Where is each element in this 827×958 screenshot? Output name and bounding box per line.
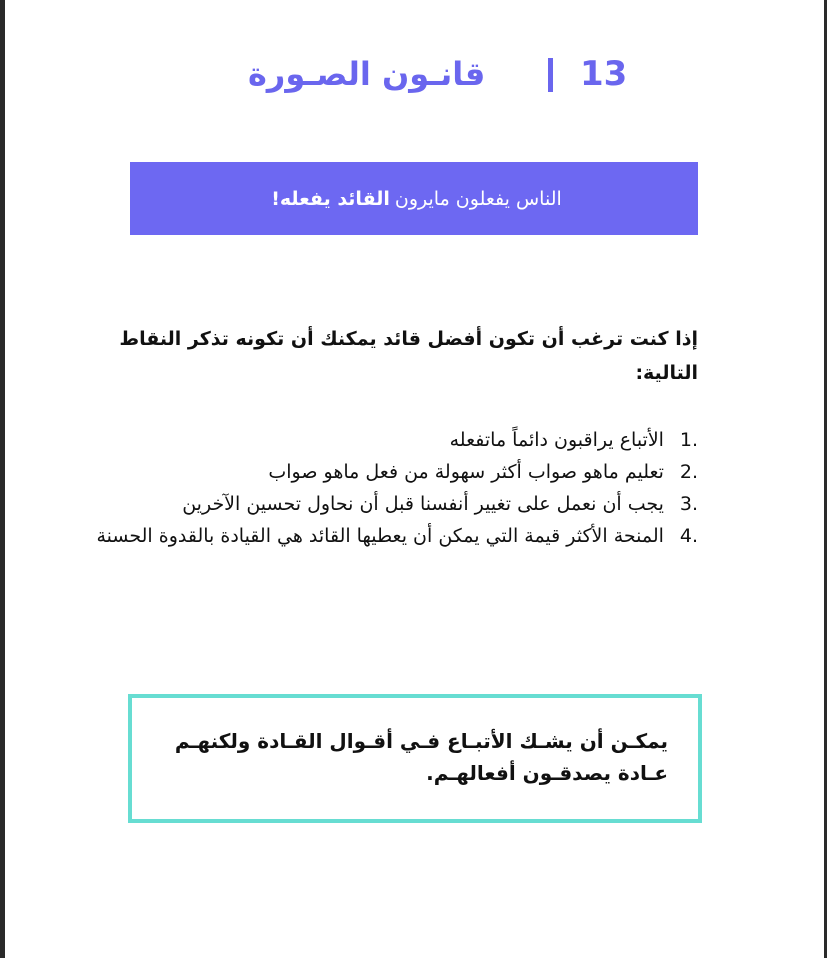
page-number: 13: [580, 54, 628, 94]
list-item-text: الأتباع يراقبون دائماً ماتفعله: [449, 429, 664, 451]
list-item-text: يجب أن نعمل على تغيير أنفسنا قبل أن نحاول تحسين الآخرين: [182, 493, 664, 515]
list-item-text: تعليم ماهو صواب أكثر سهولة من فعل ماهو صواب: [268, 461, 664, 483]
points-list: [90, 424, 698, 552]
lead-paragraph: إذا كنت ترغب أن تكون أفضل قائد يمكنك أن تكونه تذكر النقاط التالية:: [119, 328, 698, 384]
list-item-number: .2: [679, 461, 698, 483]
list-item: [90, 520, 698, 552]
list-item: [90, 424, 698, 456]
quote-box: [128, 694, 702, 823]
list-item-number: .3: [679, 493, 698, 515]
quote-text: يمكـن أن يشـك الأتبـاع فـي أقـوال القـادة ولكنهـم عـادة يصدقـون أفعالهـم.: [174, 729, 668, 785]
left-page-edge: [0, 0, 5, 958]
highlight-banner: [130, 162, 698, 235]
heading-separator: [548, 58, 553, 92]
page-heading: [248, 50, 628, 102]
banner-text: الناس يفعلون مايرون: [394, 187, 562, 210]
list-item-text: المنحة الأكثر قيمة التي يمكن أن يعطيها القائد هي القيادة بالقدوة الحسنة: [96, 525, 664, 547]
list-item: [90, 488, 698, 520]
list-item-number: .1: [679, 429, 698, 451]
list-item-number: .4: [679, 525, 698, 547]
banner-bold-text: القائد يفعله!: [271, 187, 390, 210]
list-item: [90, 456, 698, 488]
page-title: قانـون الصـورة: [248, 55, 486, 93]
